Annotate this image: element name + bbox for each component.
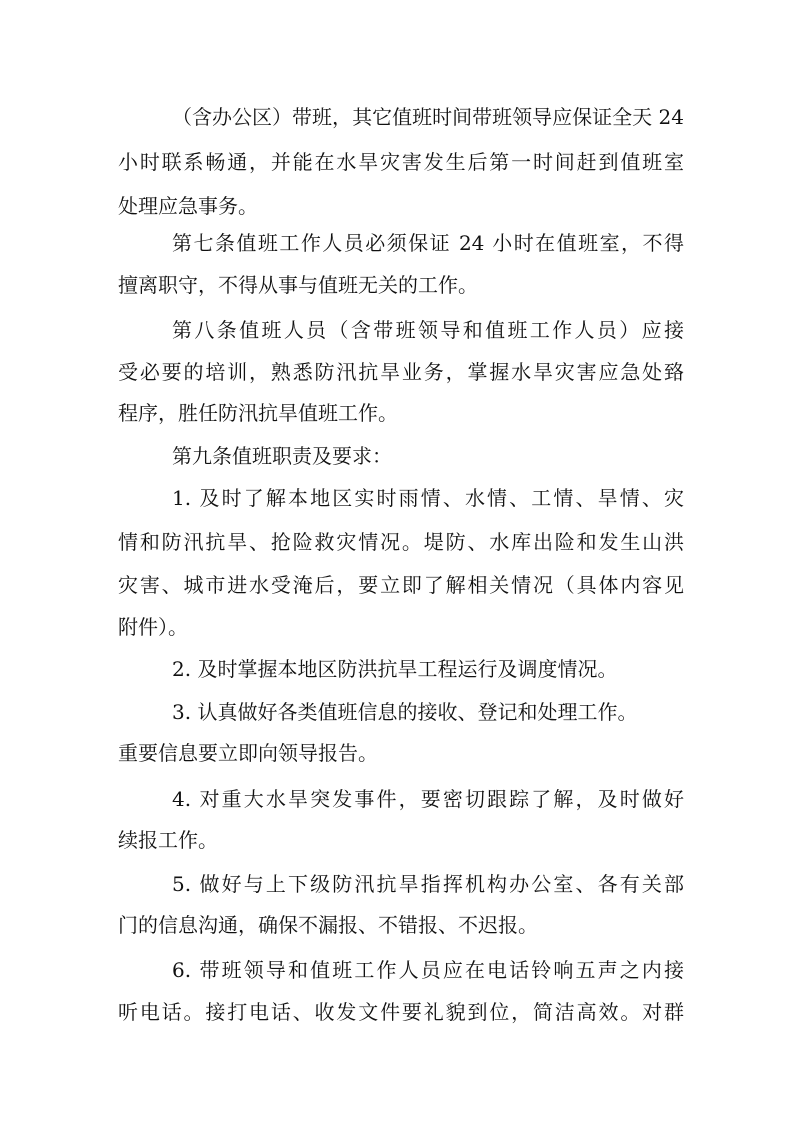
text-line: 续报工作。 <box>118 828 218 852</box>
text-line: 2. 及时掌握本地区防洪抗旱工程运行及调度情况。 <box>172 657 618 681</box>
text-line: 第七条值班工作人员必须保证 24 小时在值班室，不得 <box>172 231 684 255</box>
text-line: 第九条值班职责及要求： <box>172 444 392 468</box>
text-line: 擅离职守，不得从事与值班无关的工作。 <box>118 273 478 297</box>
text-line: （含办公区）带班，其它值班时间带班领导应保证全天 24 <box>172 105 684 129</box>
text-line: 受必要的培训，熟悉防汛抗旱业务，掌握水旱灾害应急处臵 <box>118 360 684 384</box>
text-line: 门的信息沟通，确保不漏报、不错报、不迟报。 <box>118 913 538 937</box>
text-line: 小时联系畅通，并能在水旱灾害发生后第一时间赶到值班室 <box>118 150 684 174</box>
text-line: 灾害、城市进水受淹后，要立即了解相关情况（具体内容见 <box>118 573 684 597</box>
text-line: 第八条值班人员（含带班领导和值班工作人员）应接 <box>172 318 684 342</box>
text-line: 1. 及时了解本地区实时雨情、水情、工情、旱情、灾 <box>172 486 684 510</box>
text-line: 6. 带班领导和值班工作人员应在电话铃响五声之内接 <box>172 958 684 982</box>
text-line: 程序，胜任防汛抗旱值班工作。 <box>118 401 398 425</box>
text-line: 听电话。接打电话、收发文件要礼貌到位，简洁高效。对群 <box>118 1000 684 1024</box>
text-line: 情和防汛抗旱、抢险救灾情况。堤防、水库出险和发生山洪 <box>118 530 684 554</box>
text-line: 5. 做好与上下级防汛抗旱指挥机构办公室、各有关部 <box>172 872 684 896</box>
text-line: 附件）。 <box>118 615 188 639</box>
text-line: 处理应急事务。 <box>118 194 258 218</box>
text-line: 4. 对重大水旱突发事件，要密切跟踪了解，及时做好 <box>172 787 684 811</box>
text-line: 3. 认真做好各类值班信息的接收、登记和处理工作。 <box>172 700 638 724</box>
text-line: 重要信息要立即向领导报告。 <box>118 741 378 765</box>
